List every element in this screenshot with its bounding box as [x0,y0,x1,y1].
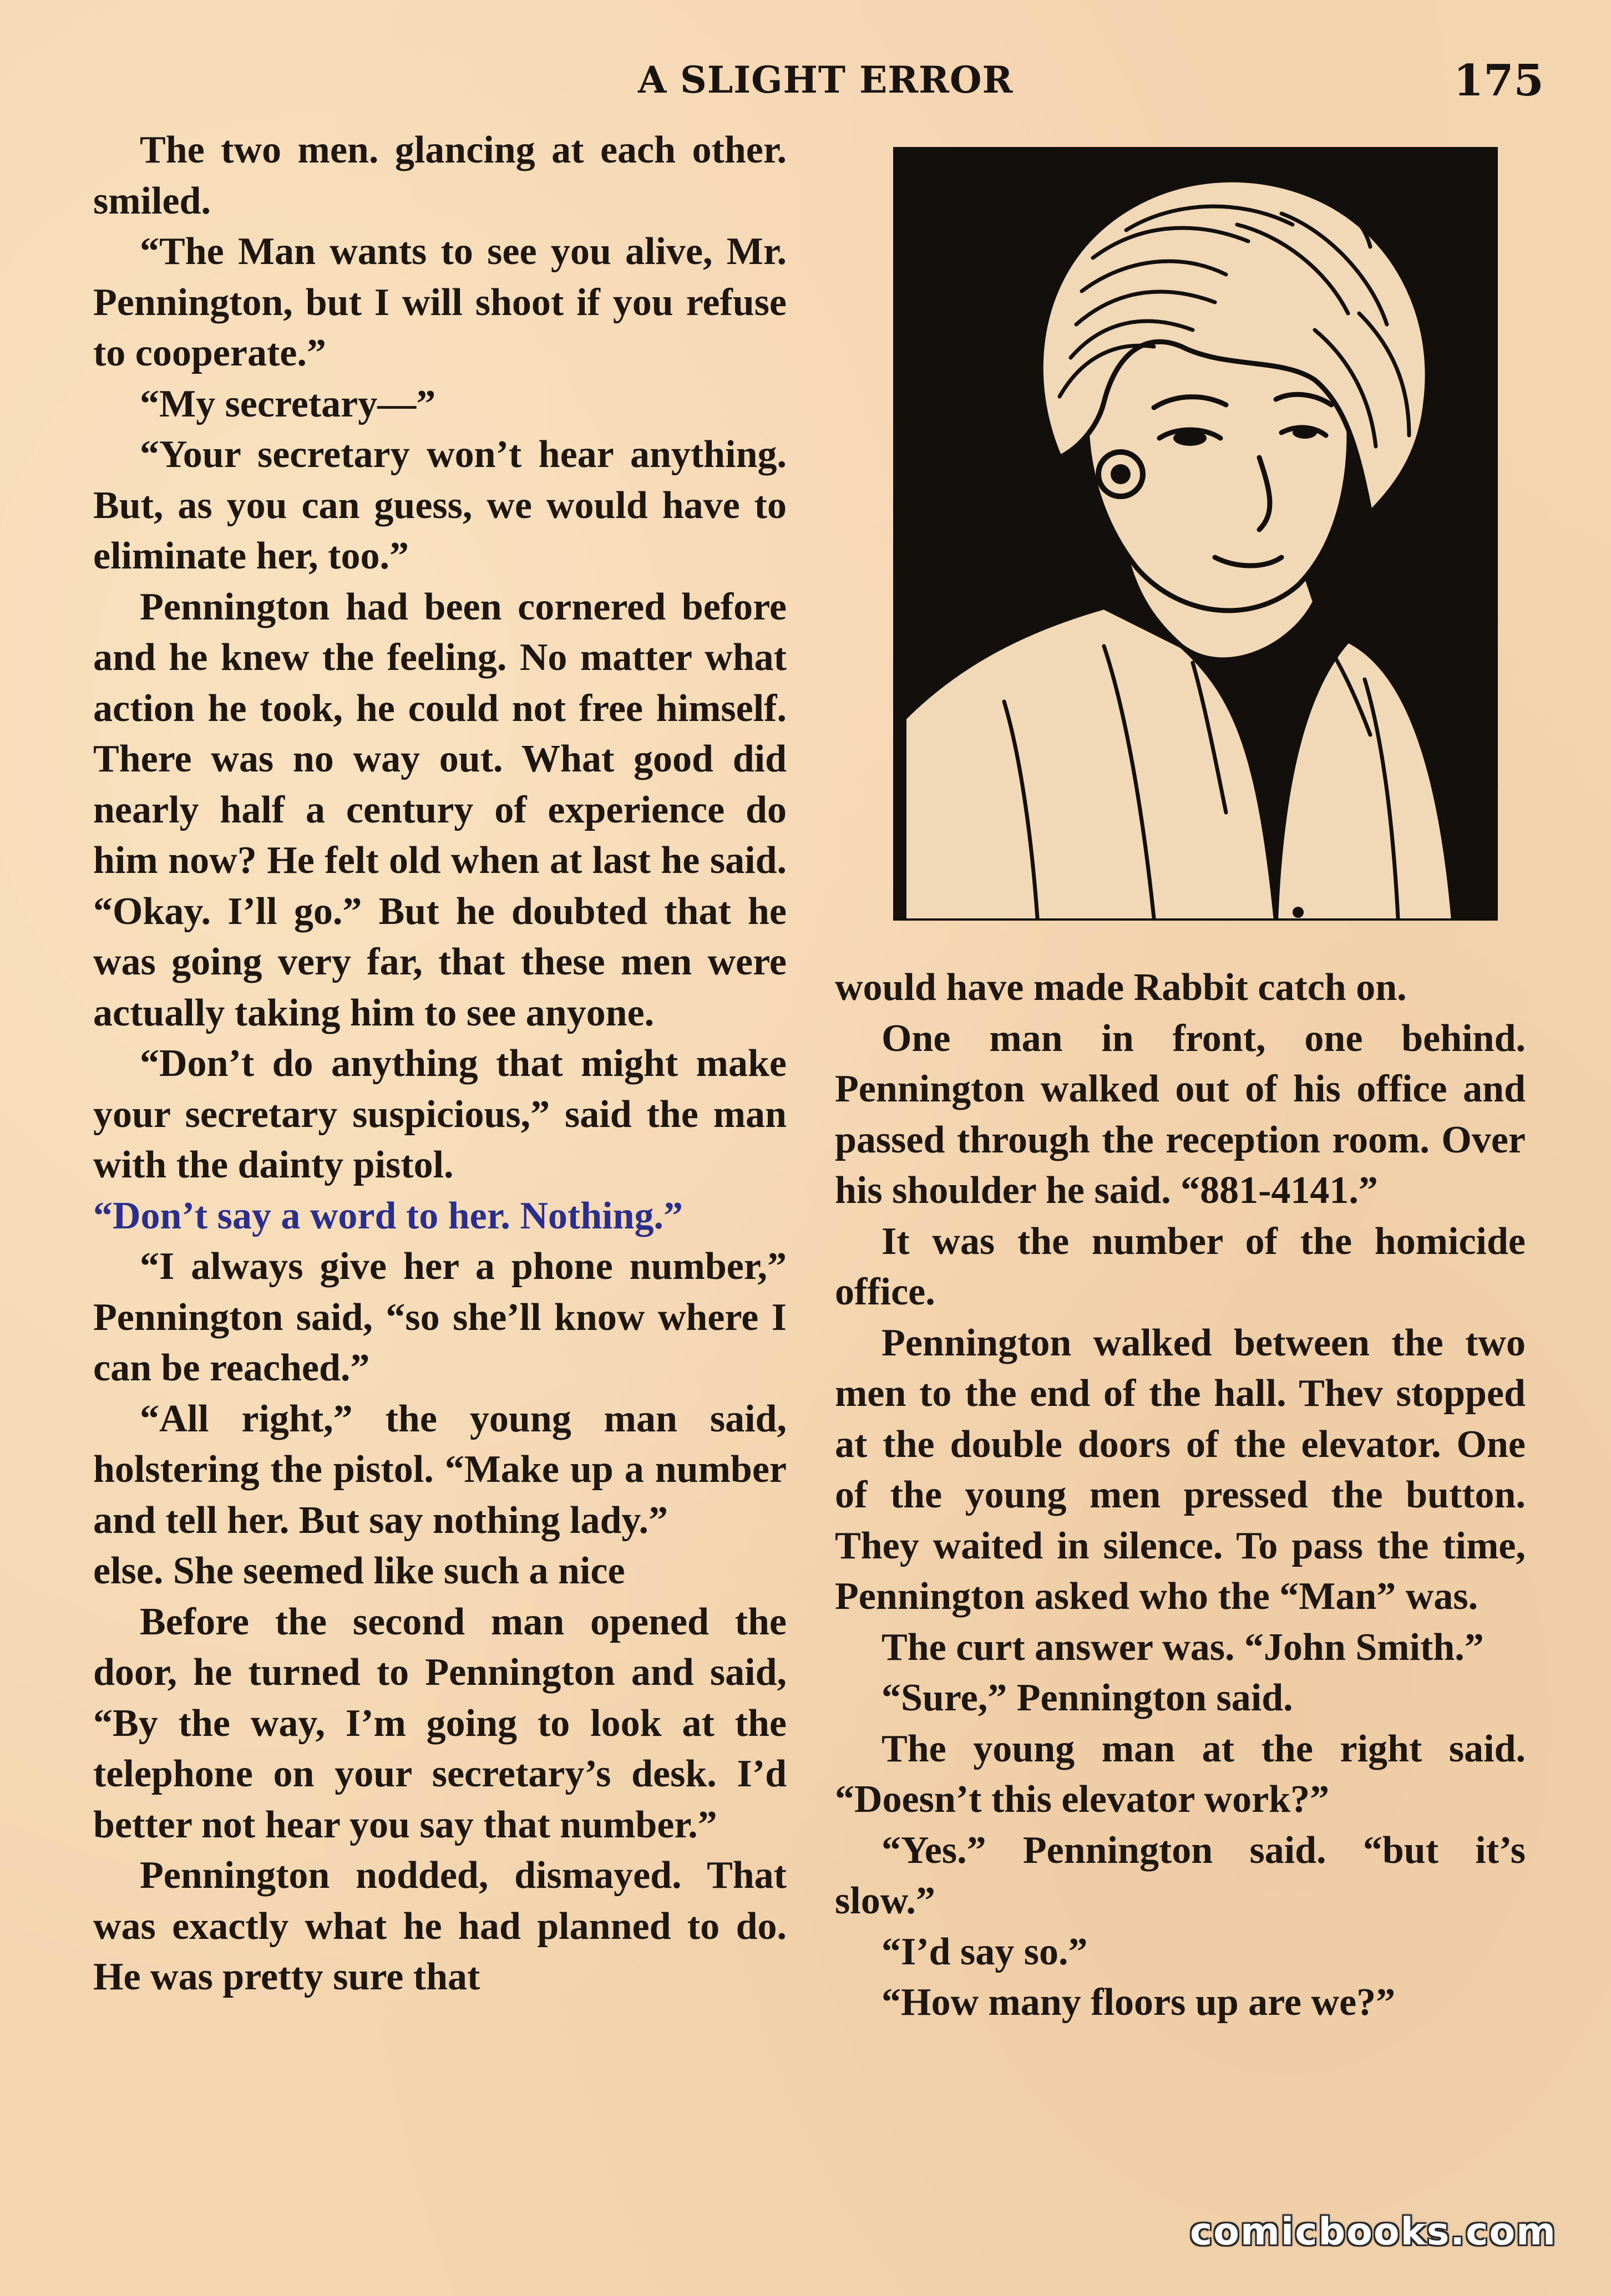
paragraph: “Your secretary won’t hear anything. But, as you can guess, we would have to eliminate her, too.” [93,433,787,577]
paragraph: “The Man wants to see you alive, Mr. Pennington, but I will shoot if you refuse to cooperate.” [93,230,787,374]
paragraph: “I’d say so.” [882,1930,1088,1973]
woman-portrait-illustration [893,147,1498,921]
paragraph: “I always give her a phone number,” Pennington said, “so she’ll know where I can be reached.” [93,1245,787,1389]
paragraph: Pennington walked between the two men to the end of the hall. Thev stopped at the double doors of the elevator. One of the young men pressed the button. They waited in silence. To pass the time, Pennington asked who the “Man” was. [835,1321,1526,1618]
running-title: A SLIGHT ERROR [638,58,1014,101]
paragraph: The young man at the right said. “Doesn’t this elevator work?” [835,1727,1526,1821]
paragraph: It was the number of the homicide office. [835,1220,1526,1313]
paragraph: Pennington had been cornered before and he knew the feeling. No matter what action he took, he could not free himself. There was no way out. What good did nearly half a century of experience do him now? He felt old when at last he said. “Okay. I’ll go.” But he doubted that he was going very far, that these men were actually taking him to see anyone. [93,585,787,1034]
paragraph: “How many floors up are we?” [882,1981,1396,2024]
page-number: 175 [1453,55,1544,106]
paragraph: “Don’t do anything that might make your secretary suspicious,” said the man with the dainty pistol. [93,1042,787,1186]
paragraph: “Don’t say a word to her. Nothing.” [93,1194,683,1237]
paragraph: Pennington nodded, dismayed. That was exactly what he had planned to do. He was pretty sure that [93,1854,787,1998]
left-text-column [93,125,787,2003]
right-text-column [835,962,1526,2028]
paragraph: “My secretary—” [140,382,436,425]
paragraph: else. She seemed like such a nice [93,1550,625,1592]
paragraph: “Yes.” Pennington said. “but it’s slow.” [835,1828,1526,1922]
paragraph: One man in front, one behind. Pennington walked out of his office and passed through the reception room. Over his shoulder he said. “881-4141.” [835,1017,1526,1212]
paragraph: The two men. glancing at each other. smiled. [93,129,787,222]
watermark: comicbooks.com [1190,2210,1557,2254]
paragraph: “Sure,” Pennington said. [882,1677,1293,1719]
paragraph: would have made Rabbit catch on. [835,966,1407,1009]
paragraph: “All right,” the young man said, holstering the pistol. “Make up a number and tell her. But say nothing lady.” [93,1397,787,1542]
paragraph: The curt answer was. “John Smith.” [882,1626,1484,1669]
paragraph: Before the second man opened the door, he turned to Pennington and said, “By the way, I’m going to look at the telephone on your secretary’s desk. I’d better not hear you say that number.” [93,1600,787,1846]
